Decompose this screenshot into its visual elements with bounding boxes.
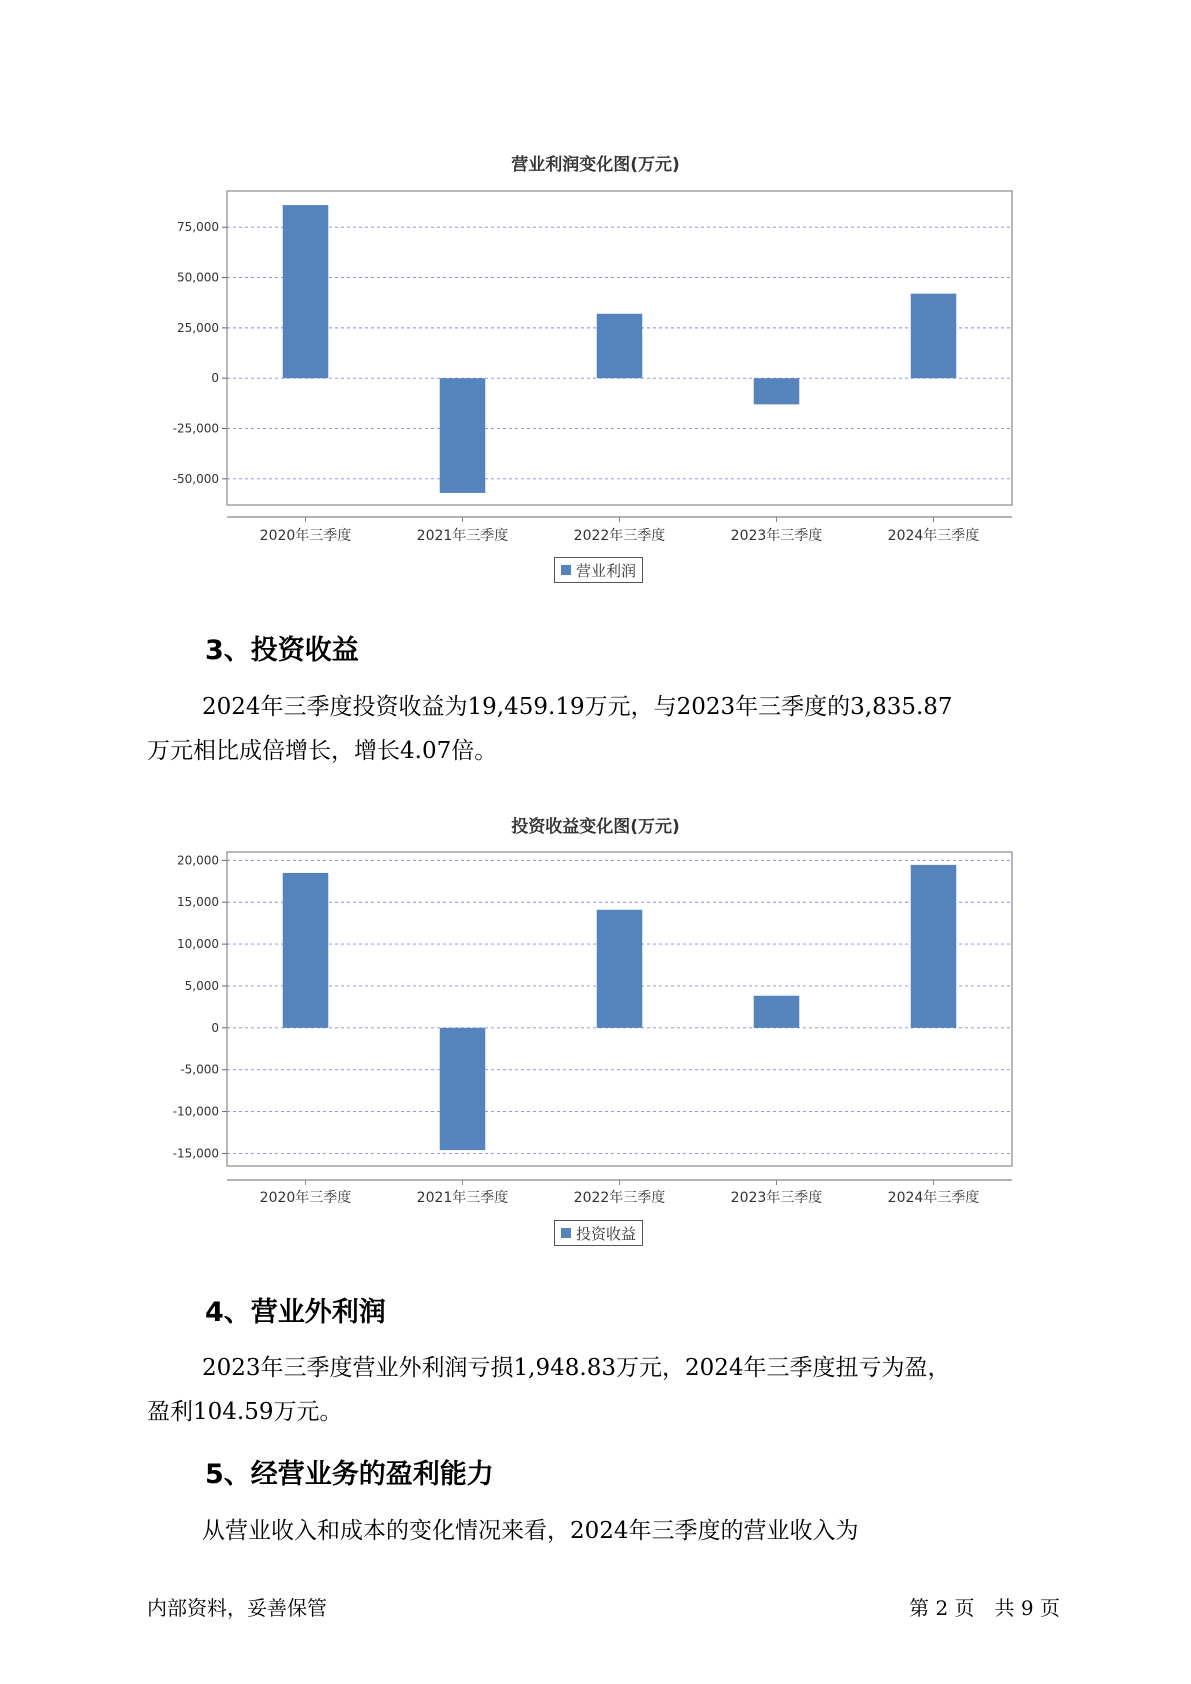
footer-page-number: 第 2 页 共 9 页 xyxy=(909,1596,1060,1620)
section-heading: 3、投资收益 xyxy=(205,635,359,666)
y-tick-label: 5,000 xyxy=(184,978,219,993)
x-tick-label: 2020年三季度 xyxy=(259,528,352,544)
paragraph-line xyxy=(147,1509,1062,1553)
y-tick-label: -15,000 xyxy=(172,1146,219,1161)
paragraph-line: 万元相比成倍增长，增长4.07倍。 xyxy=(147,738,498,764)
y-tick-label: -50,000 xyxy=(172,471,219,486)
chart-title: 营业利润变化图(万元) xyxy=(511,155,680,175)
line-text: 2023年三季度营业外利润亏损1,948.83万元，2024年三季度扭亏为盈， xyxy=(202,1355,951,1381)
y-tick-label: 0 xyxy=(211,371,219,386)
section-heading: 5、经营业务的盈利能力 xyxy=(205,1459,494,1490)
x-tick-label: 2022年三季度 xyxy=(573,1190,666,1206)
x-tick-label: 2024年三季度 xyxy=(887,528,980,544)
x-tick-label: 2024年三季度 xyxy=(887,1190,980,1206)
y-tick-label: 25,000 xyxy=(177,320,219,335)
bar xyxy=(597,910,643,1028)
x-tick-label: 2021年三季度 xyxy=(416,1190,509,1206)
paragraph-line: 盈利104.59万元。 xyxy=(147,1399,343,1425)
line-text: 从营业收入和成本的变化情况来看，2024年三季度的营业收入为 xyxy=(202,1518,859,1544)
section-heading: 4、营业外利润 xyxy=(205,1297,386,1328)
legend-label: 投资收益 xyxy=(576,1224,637,1243)
bar xyxy=(440,1028,486,1150)
y-tick-label: 75,000 xyxy=(177,220,219,235)
footer-confidential: 内部资料，妥善保管 xyxy=(147,1596,327,1620)
x-tick-label: 2023年三季度 xyxy=(730,1190,823,1206)
legend-swatch xyxy=(561,1228,571,1238)
paragraph-line xyxy=(147,1346,1062,1390)
section-paragraph xyxy=(147,1346,1062,1434)
y-tick-label: -10,000 xyxy=(172,1104,219,1119)
line-text: 2024年三季度投资收益为19,459.19万元，与2023年三季度的3,835.87 xyxy=(202,694,953,720)
x-tick-label: 2022年三季度 xyxy=(573,528,666,544)
bar xyxy=(754,996,800,1028)
y-tick-label: 15,000 xyxy=(177,895,219,910)
bar xyxy=(911,865,957,1028)
x-tick-label: 2021年三季度 xyxy=(416,528,509,544)
y-tick-label: 20,000 xyxy=(177,853,219,868)
chart-title: 投资收益变化图(万元) xyxy=(511,817,680,837)
legend-label: 营业利润 xyxy=(576,561,637,580)
x-tick-label: 2020年三季度 xyxy=(259,1190,352,1206)
bar xyxy=(283,873,329,1028)
y-tick-label: -25,000 xyxy=(172,421,219,436)
x-tick-label: 2023年三季度 xyxy=(730,528,823,544)
y-tick-label: -5,000 xyxy=(180,1062,219,1077)
chart-legend xyxy=(554,1220,643,1246)
y-tick-label: 10,000 xyxy=(177,937,219,952)
section-paragraph xyxy=(147,1509,1062,1553)
y-tick-label: 50,000 xyxy=(177,270,219,285)
y-tick-label: 0 xyxy=(211,1020,219,1035)
